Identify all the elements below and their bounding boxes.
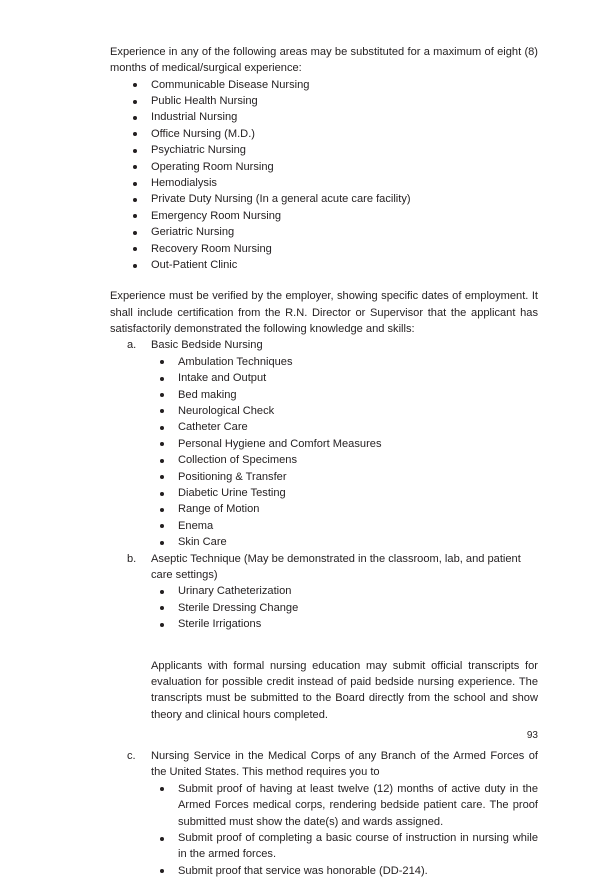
list-item [110,241,538,257]
aseptic-technique-sublist [110,583,538,632]
list-item-label: Collection of Specimens [178,454,298,467]
list-item-label: Geriatric Nursing [151,226,235,239]
list-item-label: Urinary Catheterization [178,585,292,598]
bullet-icon [160,590,164,594]
list-item [110,93,538,109]
verification-paragraph: Experience must be verified by the employer, showing specific dates of employment. It shall include certification from the R.N. Director or Supervisor that the applicant has satisfactorily demonstrated the following knowledge and skills: [110,290,538,336]
lettered-list-item-c [110,748,538,781]
bullet-icon [133,214,137,218]
list-item-label: Catheter Care [178,421,248,434]
bullet-icon [160,787,164,791]
list-item [110,387,538,403]
list-item-label: Enema [178,519,214,532]
bullet-icon [160,837,164,841]
bullet-icon [160,360,164,364]
lettered-list-item-a [110,337,538,353]
list-item [110,501,538,517]
bullet-icon [160,606,164,610]
list-item [110,109,538,125]
list-item [110,830,538,863]
page-content [110,44,538,879]
list-item-label: Submit proof of completing a basic course of instruction in nursing while in the armed forces. [178,832,538,861]
list-item-label: Diabetic Urine Testing [178,487,286,500]
list-item [110,175,538,191]
list-item [110,257,538,273]
skills-lettered-list-b [110,551,538,584]
basic-bedside-nursing-sublist [110,354,538,551]
list-item-label: Psychiatric Nursing [151,144,246,157]
bullet-icon [160,393,164,397]
item-marker: b. [127,552,137,565]
page-number: 93 [526,730,538,741]
item-title: Nursing Service in the Medical Corps of any Branch of the Armed Forces of the United States. This method requires you to [151,750,538,779]
list-item-label: Communicable Disease Nursing [151,78,310,91]
bullet-icon [133,264,137,268]
list-item-label: Recovery Room Nursing [151,242,272,255]
bullet-icon [133,116,137,120]
list-item-label: Positioning & Transfer [178,470,287,483]
bullet-icon [160,524,164,528]
item-title: Basic Bedside Nursing [151,339,263,352]
bullet-icon [160,377,164,381]
item-title: Aseptic Technique (May be demonstrated in the classroom, lab, and patient care settings) [151,552,521,582]
list-item-label: Intake and Output [178,372,267,385]
list-item [110,370,538,386]
bullet-icon [160,541,164,545]
bullet-icon [133,149,137,153]
list-item [110,534,538,550]
list-item-label: Public Health Nursing [151,95,258,107]
lettered-list-item-b [110,551,538,584]
list-item [110,126,538,142]
list-item [110,583,538,599]
bullet-icon [133,231,137,235]
list-item-label: Office Nursing (M.D.) [151,127,255,140]
list-item-label: Operating Room Nursing [151,160,274,173]
bullet-icon [160,459,164,463]
list-item-label: Submit proof of having at least twelve (12) months of active duty in the Armed Forces medical corps, rendering bedside patient care. The proof submitted must show the date(s) and wards assigned. [178,782,538,828]
list-item [110,616,538,632]
list-item-label: Emergency Room Nursing [151,209,282,222]
spacer [110,633,538,647]
spacer [110,273,538,288]
list-item [110,485,538,501]
bullet-icon [160,475,164,479]
list-item-label: Industrial Nursing [151,111,238,124]
bullet-icon [160,492,164,496]
skills-lettered-list-c [110,748,538,781]
list-item [110,419,538,435]
bullet-icon [160,442,164,446]
list-item [110,224,538,240]
list-item [110,452,538,468]
list-item [110,403,538,419]
list-item-label: Sterile Dressing Change [178,601,299,614]
military-service-sublist [110,781,538,879]
list-item [110,77,538,93]
item-marker: a. [127,339,137,352]
list-item [110,191,538,207]
intro-paragraph: Experience in any of the following areas may be substituted for a maximum of eight (8) months of medical/surgical experience: [110,46,538,75]
list-item [110,600,538,616]
bullet-icon [133,182,137,186]
bullet-icon [133,100,137,104]
list-item-label: Out-Patient Clinic [151,259,238,272]
bullet-icon [133,247,137,251]
bullet-icon [160,409,164,413]
list-item-label: Personal Hygiene and Comfort Measures [178,437,382,450]
bullet-icon [160,426,164,430]
bullet-icon [133,165,137,169]
bullet-icon [160,623,164,627]
item-marker: c. [127,750,136,763]
list-item-label: Ambulation Techniques [178,355,293,368]
list-item [110,781,538,830]
list-item-label: Neurological Check [178,404,275,417]
bullet-icon [133,132,137,136]
bullet-icon [160,869,164,873]
experience-areas-list [110,77,538,274]
list-item-label: Hemodialysis [151,177,217,190]
list-item [110,354,538,370]
bullet-icon [160,508,164,512]
list-item [110,863,538,879]
list-item-label: Sterile Irrigations [178,618,262,631]
list-item-label: Bed making [178,388,237,401]
skills-lettered-list [110,337,538,353]
bullet-icon [133,83,137,87]
transcripts-paragraph: Applicants with formal nursing education may submit official transcripts for evaluation for possible credit instead of paid bedside nursing experience. The transcripts must be submitted to the Board directly from the school and show theory and clinical hours completed. [151,659,538,721]
list-item-label: Private Duty Nursing (In a general acute care facility) [151,193,411,206]
list-item [110,469,538,485]
list-item [110,518,538,534]
list-item [110,159,538,175]
list-item-label: Submit proof that service was honorable (DD-214). [178,864,428,877]
list-item [110,142,538,158]
bullet-icon [133,198,137,202]
list-item-label: Skin Care [178,536,227,549]
list-item [110,436,538,452]
list-item-label: Range of Motion [178,503,260,516]
list-item [110,208,538,224]
